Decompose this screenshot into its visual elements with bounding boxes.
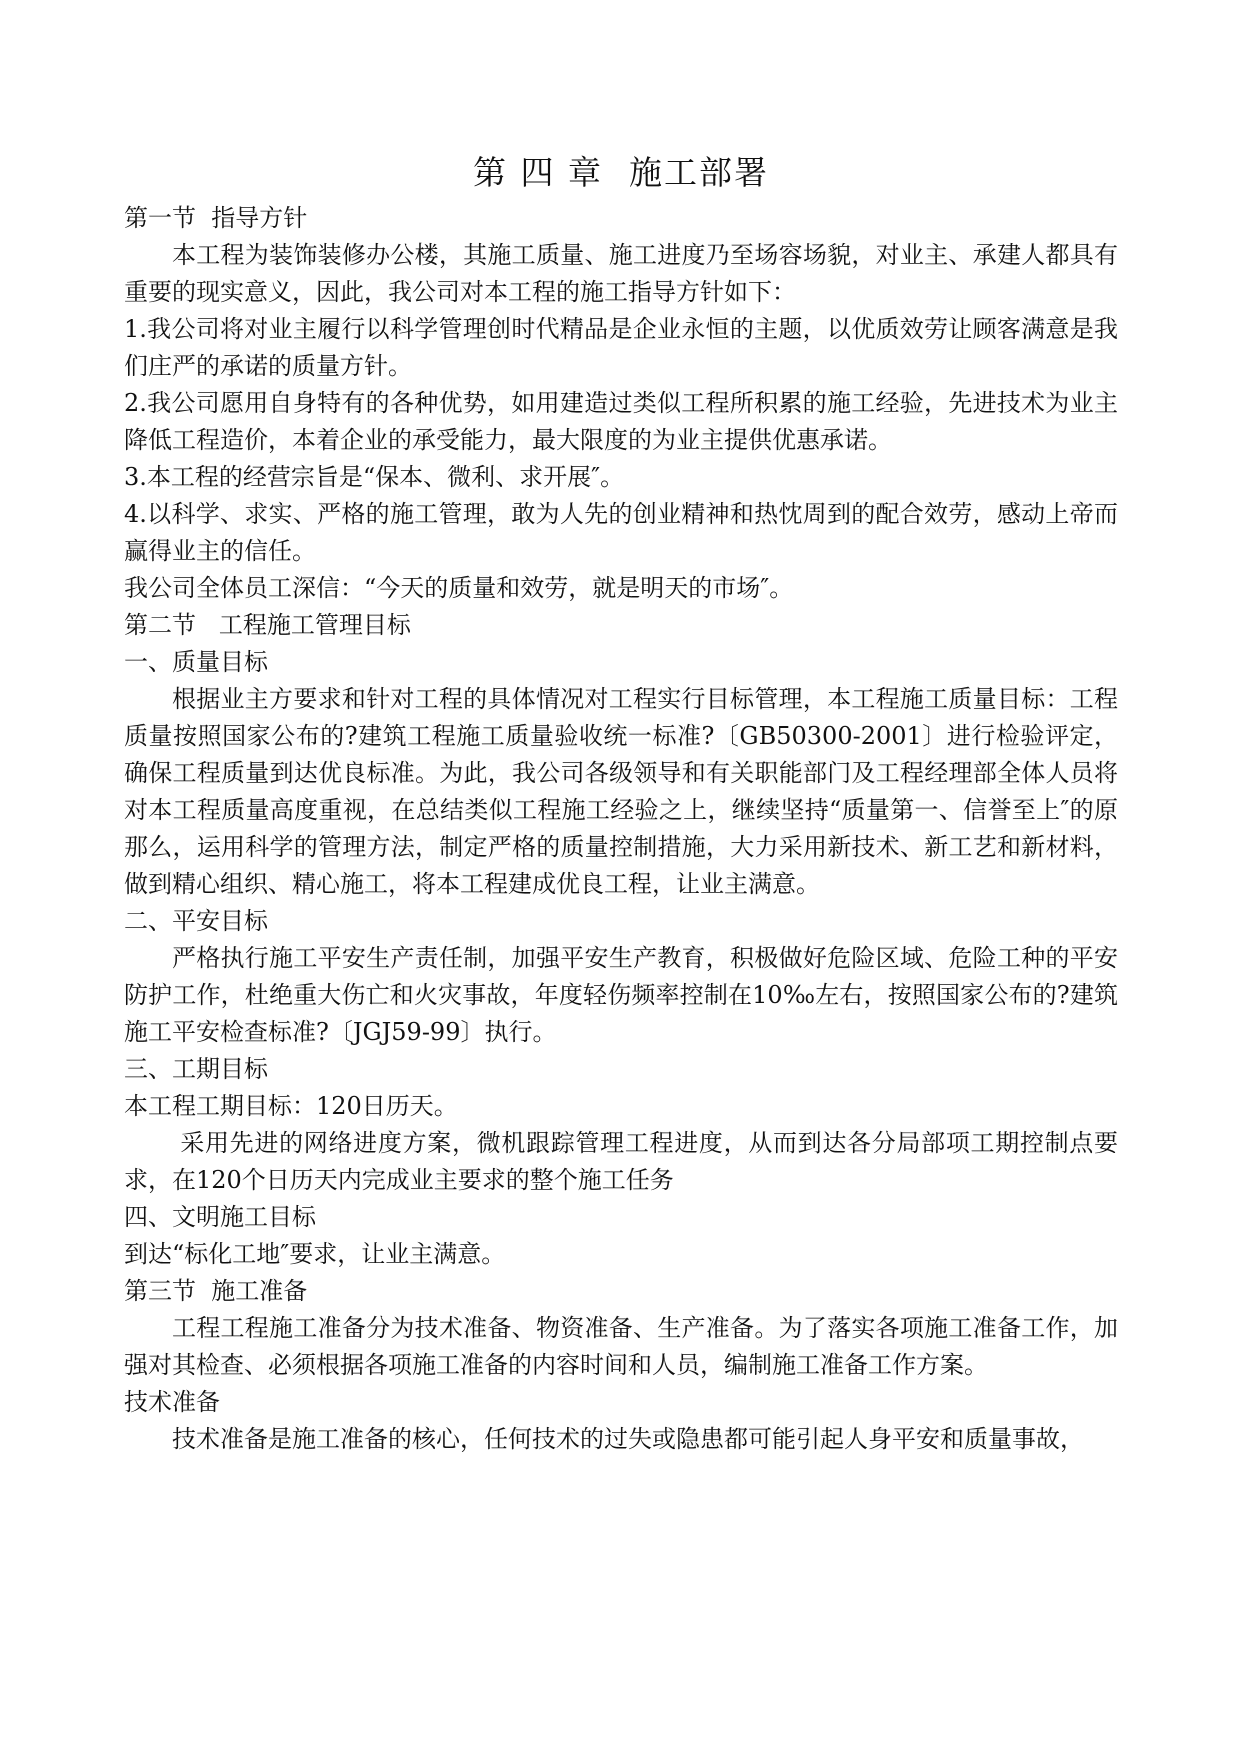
chapter-title <box>124 150 1118 196</box>
section-heading: 第一节 指导方针 <box>124 204 308 232</box>
subsection-heading: 四、文明施工目标 <box>124 1203 316 1231</box>
paragraph: 严格执行施工平安生产责任制，加强平安生产教育，积极做好危险区域、危险工种的平安防护工作，杜绝重大伤亡和火灾事故，年度轻伤频率控制在10‰左右，按照国家公布的?建筑施工平安检查标准?〔JGJ59-99〕执行。 <box>124 944 1118 1046</box>
paragraph: 到达“标化工地″要求，让业主满意。 <box>124 1240 506 1268</box>
chapter-number: 第 四 章 <box>473 153 603 192</box>
subsection-heading: 一、质量目标 <box>124 648 268 676</box>
chapter-name: 施工部署 <box>628 153 769 192</box>
paragraph: 技术准备是施工准备的核心，任何技术的过失或隐患都可能引起人身平安和质量事故， <box>172 1425 1084 1453</box>
subsection-heading: 技术准备 <box>124 1388 220 1416</box>
list-item: 1.我公司将对业主履行以科学管理创时代精品是企业永恒的主题，以优质效劳让顾客满意是我们庄严的承诺的质量方针。 <box>124 315 1118 380</box>
paragraph: 本工程工期目标：120日历天。 <box>124 1092 458 1120</box>
subsection-heading: 三、工期目标 <box>124 1055 268 1083</box>
document-page <box>124 150 1118 1458</box>
list-item: 4.以科学、求实、严格的施工管理，敢为人先的创业精神和热忱周到的配合效劳，感动上帝而赢得业主的信任。 <box>124 500 1118 565</box>
paragraph: 我公司全体员工深信：“今天的质量和效劳，就是明天的市场″。 <box>124 574 794 602</box>
section-heading: 第三节 施工准备 <box>124 1277 308 1305</box>
paragraph: 采用先进的网络进度方案，微机跟踪管理工程进度，从而到达各分局部项工期控制点要求，在120个日历天内完成业主要求的整个施工任务 <box>124 1129 1118 1194</box>
paragraph: 工程工程施工准备分为技术准备、物资准备、生产准备。为了落实各项施工准备工作，加强对其检查、必须根据各项施工准备的内容时间和人员，编制施工准备工作方案。 <box>124 1314 1118 1379</box>
section-heading: 第二节 工程施工管理目标 <box>124 611 411 639</box>
paragraph: 本工程为装饰装修办公楼，其施工质量、施工进度乃至场容场貌，对业主、承建人都具有重要的现实意义，因此，我公司对本工程的施工指导方针如下： <box>124 241 1118 306</box>
subsection-heading: 二、平安目标 <box>124 907 268 935</box>
document-body <box>124 200 1118 1458</box>
list-item: 2.我公司愿用自身特有的各种优势，如用建造过类似工程所积累的施工经验，先进技术为业主降低工程造价，本着企业的承受能力，最大限度的为业主提供优惠承诺。 <box>124 389 1118 454</box>
paragraph: 根据业主方要求和针对工程的具体情况对工程实行目标管理，本工程施工质量目标：工程质量按照国家公布的?建筑工程施工质量验收统一标准?〔GB50300-2001〕进行检验评定，确保工程质量到达优良标准。为此，我公司各级领导和有关职能部门及工程经理部全体人员将对本工程质量高度重视，在总结类似工程施工经验之上，继续坚持“质量第一、信誉至上″的原那么，运用科学的管理方法，制定严格的质量控制措施，大力采用新技术、新工艺和新材料，做到精心组织、精心施工，将本工程建成优良工程，让业主满意。 <box>124 685 1118 898</box>
list-item: 3.本工程的经营宗旨是“保本、微利、求开展″。 <box>124 463 625 491</box>
